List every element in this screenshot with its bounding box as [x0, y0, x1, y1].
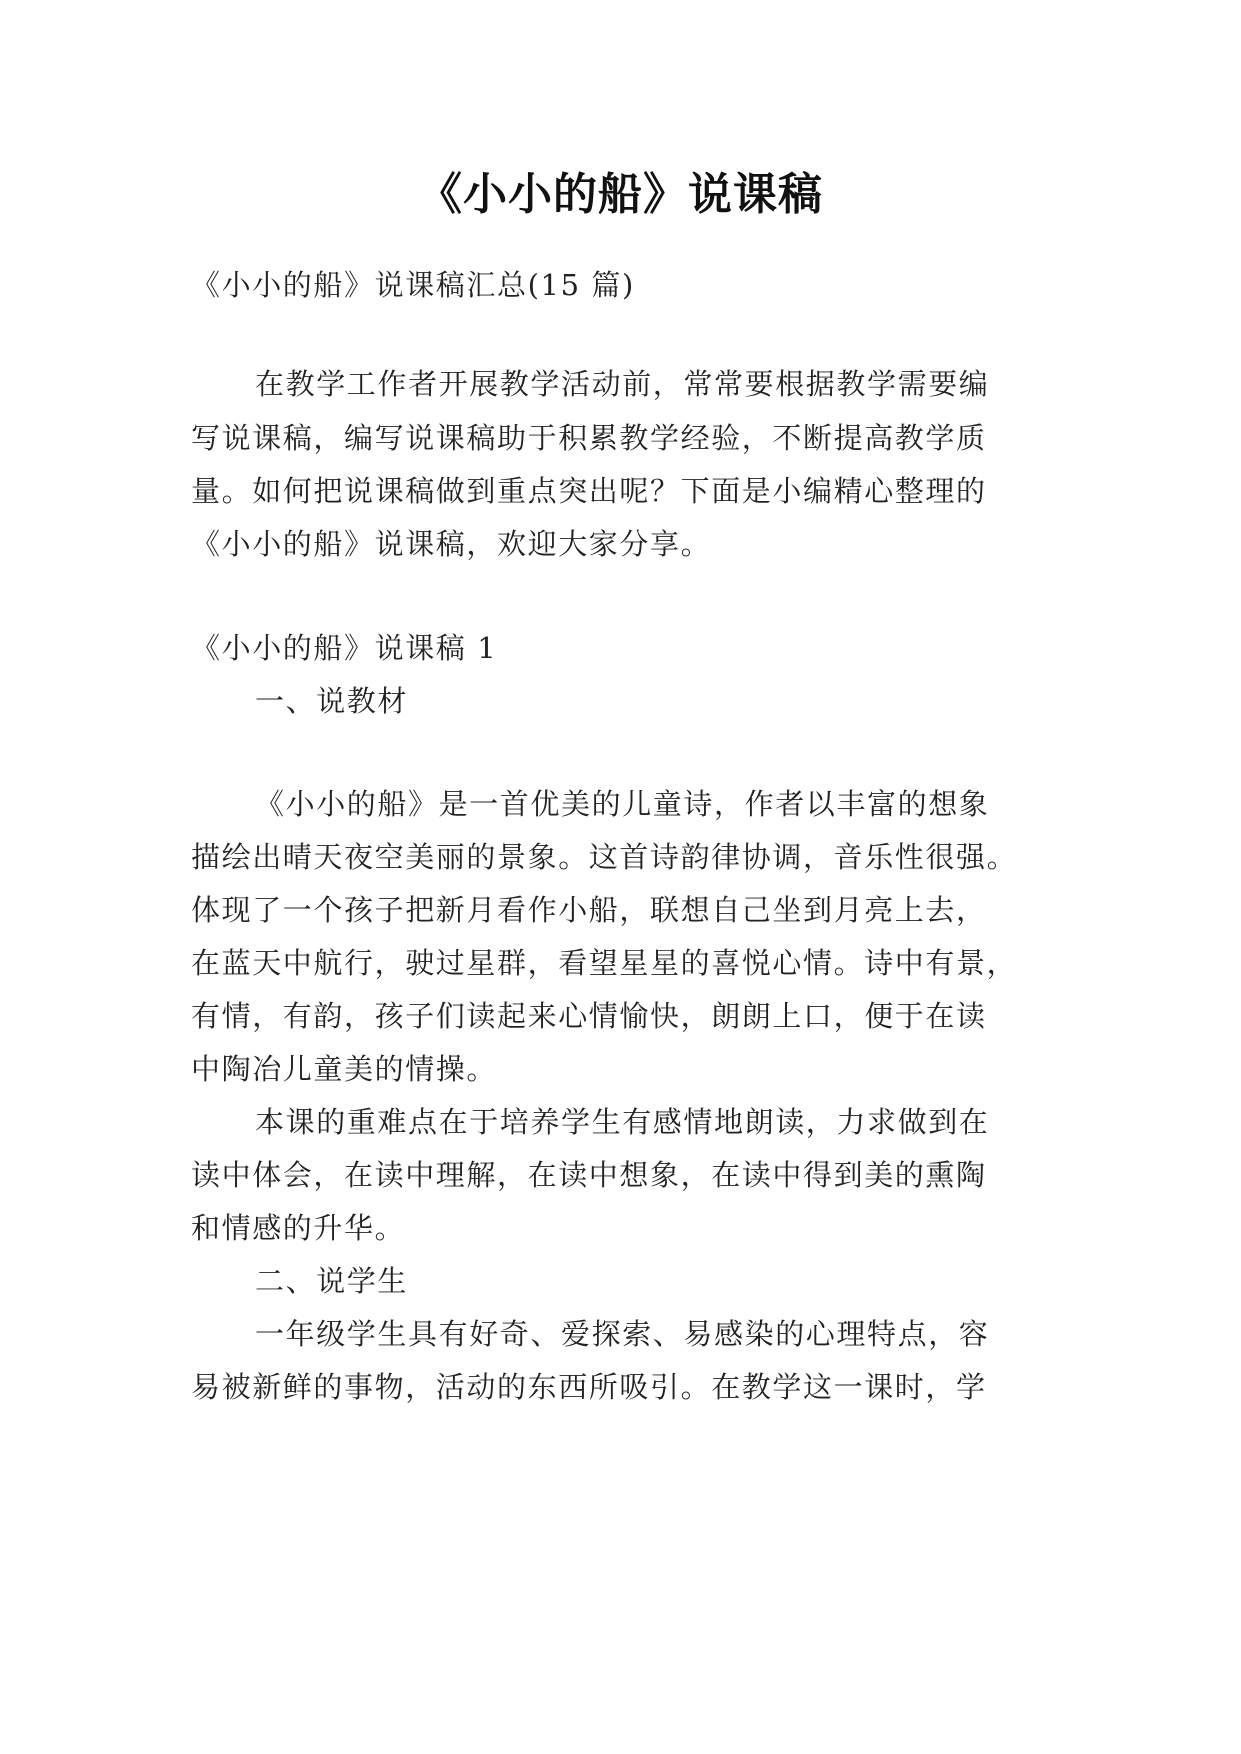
paragraph-line: 和情感的升华。 — [191, 1211, 406, 1245]
paragraph-line: 在蓝天中航行，驶过星群，看望星星的喜悦心情。诗中有景， — [191, 946, 1018, 980]
intro-line: 在教学工作者开展教学活动前，常常要根据教学需要编 — [255, 367, 990, 401]
paragraph-line: 读中体会，在读中理解，在读中想象，在读中得到美的熏陶 — [191, 1158, 987, 1192]
section-heading: 一、说教材 — [255, 684, 409, 718]
section-heading: 二、说学生 — [255, 1264, 409, 1298]
paragraph-line: 易被新鲜的事物，活动的东西所吸引。在教学这一课时，学 — [191, 1370, 987, 1404]
paragraph-line: 描绘出晴天夜空美丽的景象。这首诗韵律协调，音乐性很强。 — [191, 840, 1018, 874]
paragraph-line: 中陶冶儿童美的情操。 — [191, 1052, 498, 1086]
intro-line: 量。如何把说课稿做到重点突出呢？下面是小编精心整理的 — [191, 474, 987, 508]
document-title: 《小小的船》说课稿 — [418, 169, 823, 220]
summary-line: 《小小的船》说课稿汇总(15 篇) — [191, 268, 635, 302]
intro-line: 写说课稿，编写说课稿助于积累教学经验，不断提高教学质 — [191, 421, 987, 455]
paragraph-line: 有情，有韵，孩子们读起来心情愉快，朗朗上口，便于在读 — [191, 999, 987, 1033]
paragraph-line: 本课的重难点在于培养学生有感情地朗读，力求做到在 — [255, 1105, 990, 1139]
article-title: 《小小的船》说课稿 1 — [191, 631, 498, 665]
paragraph-line: 体现了一个孩子把新月看作小船，联想自己坐到月亮上去， — [191, 893, 987, 927]
intro-line: 《小小的船》说课稿，欢迎大家分享。 — [191, 527, 712, 561]
paragraph-line: 一年级学生具有好奇、爱探索、易感染的心理特点，容 — [255, 1317, 990, 1351]
paragraph-line: 《小小的船》是一首优美的儿童诗，作者以丰富的想象 — [255, 787, 990, 821]
